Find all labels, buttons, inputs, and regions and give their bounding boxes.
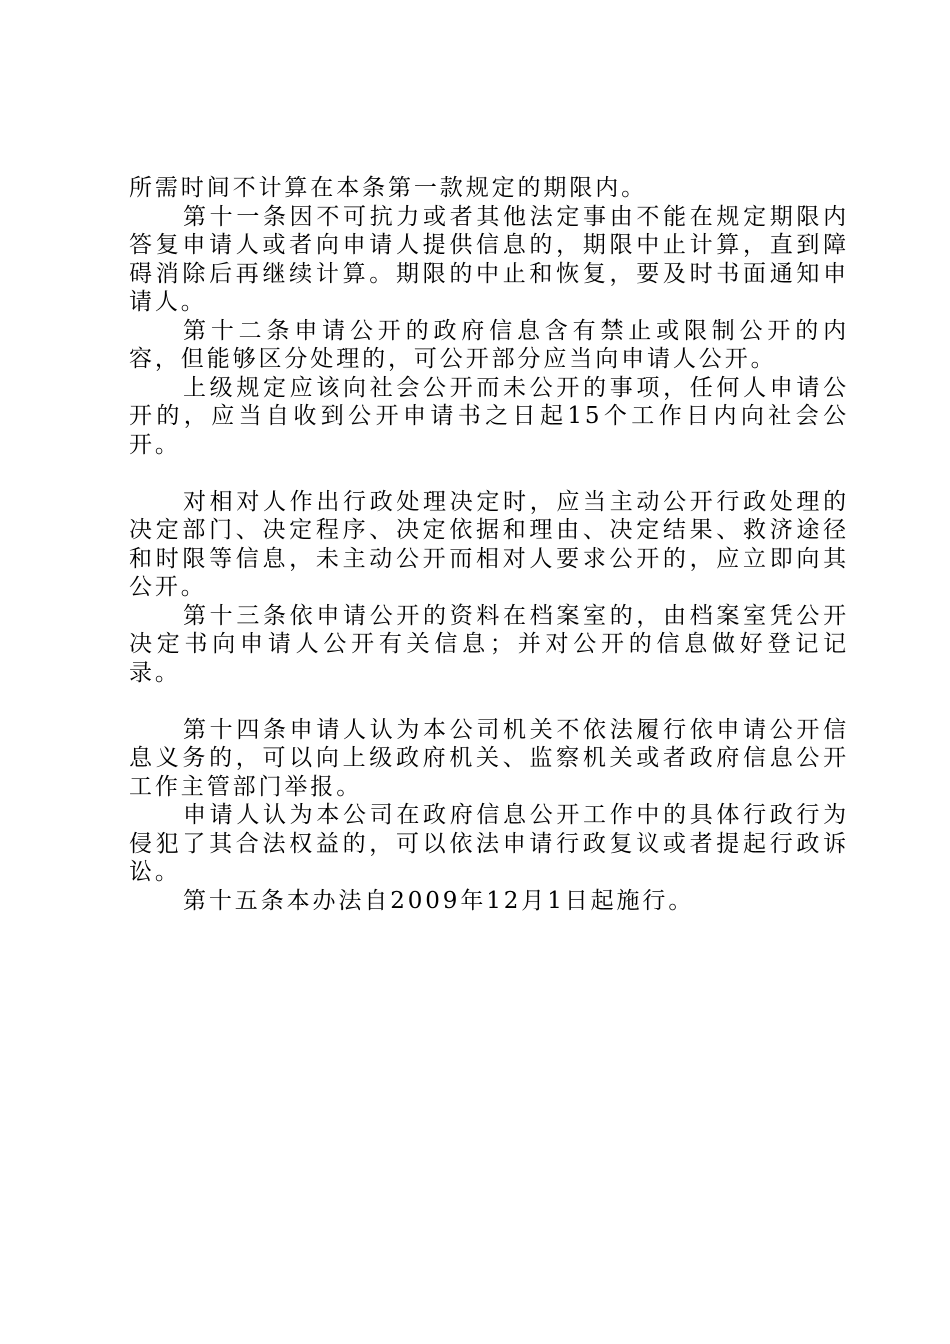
paragraph-administrative-decision: 对相对人作出行政处理决定时，应当主动公开行政处理的决定部门、决定程序、决定依据和理由、决定结果、救济途径和时限等信息，未主动公开而相对人要求公开的，应立即向其公开。 [129, 488, 849, 600]
paragraph-public-matters: 上级规定应该向社会公开而未公开的事项，任何人申请公开的，应当自收到公开申请书之日起15个工作日内向社会公开。 [129, 374, 849, 458]
document-body [129, 174, 849, 915]
paragraph-article-15: 第十五条本办法自2009年12月1日起施行。 [183, 887, 695, 914]
paragraph-continuation: 所需时间不计算在本条第一款规定的期限内。 [129, 175, 647, 201]
paragraph-article-11: 第十一条因不可抗力或者其他法定事由不能在规定期限内答复申请人或者向申请人提供信息的，期限中止计算，直到障碍消除后再继续计算。期限的中止和恢复，要及时书面通知申请人。 [129, 203, 849, 315]
paragraph-article-12: 第十二条申请公开的政府信息含有禁止或限制公开的内容，但能够区分处理的，可公开部分应当向申请人公开。 [129, 317, 849, 372]
paragraph-article-14: 第十四条申请人认为本公司机关不依法履行依申请公开信息义务的，可以向上级政府机关、监察机关或者政府信息公开工作主管部门举报。 [129, 716, 849, 800]
paragraph-administrative-review: 申请人认为本公司在政府信息公开工作中的具体行政行为侵犯了其合法权益的，可以依法申请行政复议或者提起行政诉讼。 [129, 802, 849, 885]
paragraph-article-13: 第十三条依申请公开的资料在档案室的，由档案室凭公开决定书向申请人公开有关信息；并对公开的信息做好登记记录。 [129, 602, 849, 686]
